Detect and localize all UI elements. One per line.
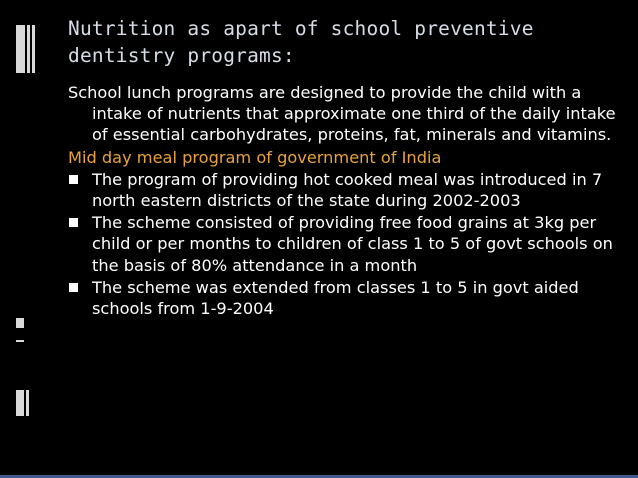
square-bullet-icon <box>69 218 78 227</box>
bullet-text: The program of providing hot cooked meal was introduced in 7 north eastern districts of the state during 2002-2003 <box>92 169 603 211</box>
bullet-text: The scheme was extended from classes 1 to 5 in govt aided schools from 1-9-2004 <box>92 277 579 319</box>
deco-bar <box>16 390 24 416</box>
bullet-item <box>68 169 624 211</box>
section-subheading: Mid day meal program of government of India <box>68 147 442 167</box>
bullet-item <box>68 212 624 276</box>
bullet-text: The scheme consisted of providing free food grains at 3kg per child or per months to children of class 1 to 5 of govt schools on the basis of 80% attendance in a month <box>92 213 613 275</box>
deco-bar <box>27 25 30 73</box>
deco-bar <box>32 25 35 73</box>
slide-title: Nutrition as apart of school preventive dentistry programs: <box>68 17 534 67</box>
deco-bar <box>16 25 25 73</box>
intro-paragraph: School lunch programs are designed to provide the child with a intake of nutrients that approximate one third of the daily intake of essential carbohydrates, proteins, fat, minerals and vitamins. <box>68 83 616 145</box>
square-bullet-icon <box>69 283 78 292</box>
bullet-item <box>68 277 624 319</box>
slide-body <box>68 82 624 319</box>
deco-bar <box>16 318 24 328</box>
deco-bar <box>16 340 24 342</box>
square-bullet-icon <box>69 175 78 184</box>
deco-bar <box>26 390 29 416</box>
decorative-bars <box>16 0 36 478</box>
